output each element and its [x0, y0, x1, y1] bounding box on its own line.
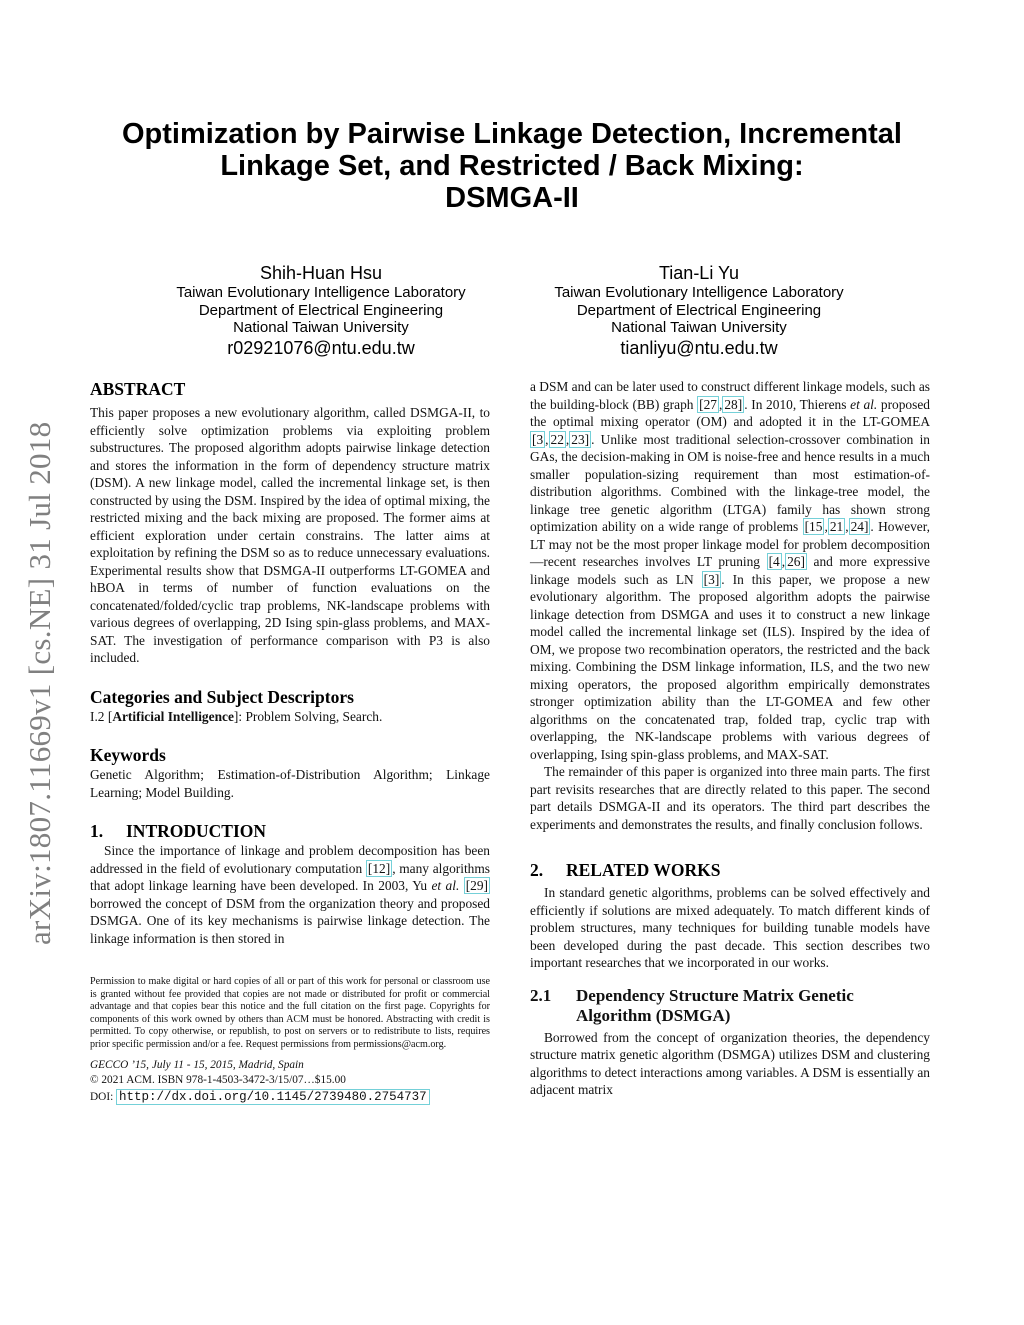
introduction-heading — [90, 820, 490, 842]
text-span: and more expressive linkage models such as LN — [530, 554, 930, 587]
related-works-heading — [530, 859, 930, 881]
text-span: a DSM and can be later used to construct different linkage models, such as the building-block (BB) graph — [530, 379, 930, 412]
et-al: et al. — [850, 396, 878, 412]
doi-link[interactable]: http://dx.doi.org/10.1145/2739480.2754737 — [116, 1089, 430, 1105]
author-dept: Department of Electrical Engineering — [198, 301, 444, 319]
citation-link[interactable]: [12] — [367, 860, 391, 876]
text-span: . Unlike most traditional selection-crossover combination in GAs, the decision-making in OM is noise-free and hence results in a much smaller population-sizing requirement than most estimation-of-distribution algorithms. Combined with the linkage-tree model, the linkage tree genetic algorithm (LTGA) family has shown strong optimization ability on a wide range of problems — [530, 431, 930, 534]
keywords-heading: Keywords — [90, 745, 166, 765]
right-column — [530, 378, 930, 1099]
keywords-text: Genetic Algorithm; Estimation-of-Distribution Algorithm; Linkage Learning; Model Building. — [90, 767, 490, 800]
author-name: Tian-Li Yu — [658, 263, 740, 283]
left-column — [90, 378, 490, 1106]
author-block-2 — [509, 262, 889, 359]
citation-link[interactable]: 21 — [829, 519, 844, 534]
text-span: proposed the optimal mixing operator (OM) and adopted it in the LT-GOMEA — [530, 396, 930, 429]
copyright-info: © 2021 ACM. ISBN 978-1-4503-3472-3/15/07…$15.00 — [90, 1073, 346, 1086]
text-span: , many algorithms that adopt linkage learning have been developed. In 2003, Yu — [90, 860, 490, 893]
permission-block — [90, 976, 490, 1106]
citation-link[interactable]: [3 — [532, 431, 544, 447]
section-title: INTRODUCTION — [126, 821, 267, 841]
section-number: 1. — [90, 821, 104, 841]
text-span: Since the importance of linkage and problem decomposition has been addressed in the field of evolutionary computation — [90, 843, 490, 876]
author-email[interactable]: tianliyu@ntu.edu.tw — [620, 337, 778, 358]
author-email[interactable]: r02921076@ntu.edu.tw — [227, 337, 415, 358]
related-works-paragraph: In standard genetic algorithms, problems can be solved effectively and efficiently if solutions are mixed adequately. To match different kinds of problem structures, many techniques for building tunable models have been developed during the past decade. This section describes two important researches that we incorporated in our works. — [530, 885, 930, 970]
abstract-text: This paper proposes a new evolutionary algorithm, called DSMGA-II, to efficiently solve optimization problems via exploiting problem substructures. The proposed algorithm adopts pairwise linkage detection and stores the information in the form of dependency structure matrix (DSM). A new linkage model, called the incremental linkage set, is then constructed by using the DSM. Inspired by the idea of optimal mixing, the restricted mixing and the back mixing are proposed. The former aims at efficient exploration under certain constrains. The latter aims at exploitation by refining the DSM so as to reduce unnecessary evaluations. Experimental results show that DSMGA-II outperforms LT-GOMEA and hBOA in terms of number of function evaluations on the concatenated/folded/cyclic trap problems, NK-landscape problems with various degrees of overlapping, 2D Ising spin-glass problems, and MAX-SAT. The investigation of performance comparison with P3 is also included. — [90, 405, 490, 665]
abstract-heading: ABSTRACT — [90, 379, 186, 399]
arxiv-identifier: arXiv:1807.11669v1 [cs.NE] 31 Jul 2018 — [22, 421, 57, 945]
citation-link[interactable]: [29] — [465, 878, 488, 893]
text-span: . In this paper, we propose a new evolutionary algorithm. The proposed algorithm adopts the pairwise linkage detection from DSMGA and uses it to construct a new linkage model called the incremental linkage set (ILS). Inspired by the idea of OM, we propose two recombination operators, the restricted and the back mixing. Combining the DSM linkage information, ILS, and the two new mixing operators, the proposed algorithm empirically demonstrates stronger optimization ability than the LT-GOMEA and few other algorithms on the concatenated trap, folded trap, cyclic trap with overlapping, the NK-landscape problems with various degrees of overlapping, Ising spin-glass problems, and MAX-SAT. — [530, 571, 930, 762]
citation-link[interactable]: [27 — [699, 396, 717, 412]
categories-code: I.2 [ — [90, 708, 113, 724]
dsmga-paragraph: Borrowed from the concept of organization theories, the dependency structure matrix genetic algorithm (DSMGA) utilizes DSM and clustering algorithms to detect interactions among variables. A DSM is essentially an adjacent matrix — [530, 1029, 930, 1097]
author-univ: National Taiwan University — [233, 319, 409, 336]
citation-link[interactable]: 22 — [550, 431, 564, 447]
categories-text — [90, 708, 490, 726]
citation-link[interactable]: 28] — [724, 396, 743, 412]
author-lab: Taiwan Evolutionary Intelligence Laboratory — [176, 284, 466, 301]
citation-link[interactable]: [15 — [804, 519, 823, 534]
section-title: RELATED WORKS — [566, 860, 721, 880]
categories-heading: Categories and Subject Descriptors — [90, 686, 354, 707]
title-line-2: Linkage Set, and Restricted / Back Mixing: — [220, 150, 804, 182]
paper-title — [80, 118, 944, 214]
categories-rest: ]: Problem Solving, Search. — [233, 708, 383, 724]
title-line-1: Optimization by Pairwise Linkage Detection, Incremental — [122, 118, 902, 150]
citation-link[interactable]: 23] — [571, 431, 590, 447]
citation-link[interactable]: 24] — [850, 519, 869, 534]
conference-info: GECCO ’15, July 11 - 15, 2015, Madrid, Spain — [90, 1058, 304, 1071]
title-line-3: DSMGA-II — [445, 182, 579, 214]
et-al: et al. — [431, 878, 460, 893]
author-dept: Department of Electrical Engineering — [576, 301, 822, 319]
text-span: . However, LT may not be the most proper linkage model for problem decomposition—recent researches involves LT pruning — [530, 519, 930, 569]
organization-paragraph: The remainder of this paper is organized into three main parts. The first part revisits researches that are directly related to this paper. The second part details DSMGA-II and its operators. The third part describes the experiments and demonstrates the results, and finally conclusion follows. — [530, 764, 930, 832]
subsection-number: 2.1 — [530, 985, 552, 1005]
categories-bold: Artificial Intelligence — [112, 708, 234, 724]
citation-link[interactable]: [4 — [768, 554, 780, 569]
doi-line — [90, 1089, 490, 1106]
doi-label: DOI: — [90, 1090, 117, 1103]
permission-text: Permission to make digital or hard copies of all or part of this work for personal or classroom use is granted without fee provided that copies are not made or distributed for profit or commercial advantage and that copies bear this notice and the full citation on the first page. Copyrights for components of this work owned by others than ACM must be honored. Abstracting with credit is permitted. To copy otherwise, or republish, to post on servers or to redistribute to lists, requires prior specific permission and/or a fee. Request permissions from permissions@acm.org. — [90, 976, 490, 1050]
citation-link[interactable]: [3] — [703, 571, 720, 587]
author-univ: National Taiwan University — [611, 319, 787, 336]
author-name: Shih-Huan Hsu — [259, 263, 383, 283]
citation-link[interactable]: 26] — [787, 554, 805, 569]
introduction-paragraph-continued: a DSM and can be later used to construct different linkage models, such as the building-block (BB) graph [27 , 28] . In 2010, Thierens et al. proposed the optimal mixing operator (OM) and adopted it in the LT-GOMEA [3 , 22 , 23] . Unlike most traditional selection-crossover combination in GAs, the decision-making in OM is noise-free and hence results in a much smaller population-sizing requirement than most estimation-of-distribution algorithms. Combined with the linkage-tree model, the linkage tree genetic algorithm (LTGA) family has shown strong optimization ability on a wide range of problems [15 , 21 , 24] . However, LT may not be the most proper linkage model for problem decomposition—recent researches involves LT pruning [4 , 26] and more expressive linkage models such as LN [3] . In this paper, we propose a new evolutionary algorithm. The proposed algorithm adopts the pairwise linkage detection from DSMGA and uses it to construct a new linkage model called the incremental linkage set (ILS). Inspired by the idea of OM, we propose two recombination operators, the restricted and the back mixing. Combining the DSM linkage information, ILS, and the two new mixing operators, the proposed algorithm empirically demonstrates stronger optimization ability than the LT-GOMEA and few other algorithms on the concatenated trap, folded trap, cyclic trap with overlapping, the NK-landscape problems with various degrees of overlapping, Ising spin-glass problems, and MAX-SAT. — [530, 379, 930, 762]
subsection-title: Dependency Structure Matrix Genetic Algorithm (DSMGA) — [576, 985, 854, 1025]
author-lab: Taiwan Evolutionary Intelligence Laboratory — [554, 284, 844, 301]
subsection-heading — [530, 986, 930, 1026]
section-number: 2. — [530, 860, 544, 880]
text-span: borrowed the concept of DSM from the organization theory and proposed DSMGA. One of its key mechanisms is pairwise linkage detection. The linkage information is then stored in — [90, 895, 490, 946]
text-span: . In 2010, Thierens — [744, 396, 851, 412]
introduction-paragraph — [90, 842, 490, 947]
author-block-1 — [131, 262, 511, 359]
